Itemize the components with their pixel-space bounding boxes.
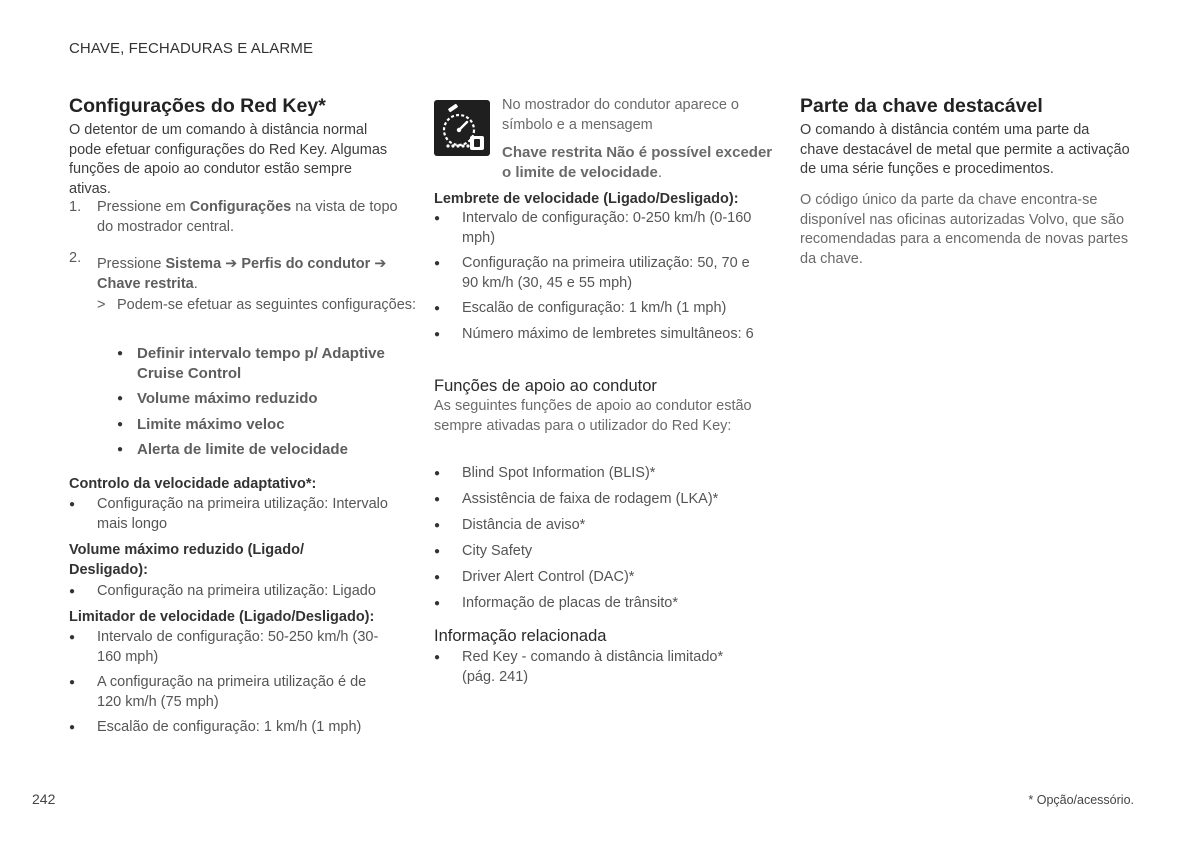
option-item: ● Alerta de limite de velocidade [117, 440, 407, 460]
volume-list [69, 582, 401, 602]
limiter-list [69, 628, 389, 738]
subheading-driver-support: Funções de apoio ao condutor [434, 377, 657, 395]
related-link[interactable]: ● Red Key - comando à distância limitado* (pág. 241) [434, 648, 744, 687]
paragraph-detachable-1: O comando à distância contém uma parte da chave destacável de metal que permite a activação de uma série funções e procedimentos. [800, 122, 1130, 177]
section-title-red-key: Configurações do Red Key* [69, 95, 326, 117]
subheading-speed-limiter: Limitador de velocidade (Ligado/Desligado): [69, 609, 375, 625]
list-item: ● Escalão de configuração: 1 km/h (1 mph) [69, 718, 389, 738]
running-header: CHAVE, FECHADURAS E ALARME [69, 40, 314, 57]
step-2: 2. Pressione Sistema ➔ Perfis do condutor ➔ Chave restrita. [69, 250, 387, 292]
paragraph-detachable-2: O código único da parte da chave encontra-se disponível nas oficinas autorizadas Volvo, que são recomendadas para a encomenda de novas partes da chave. [800, 192, 1129, 267]
related-list [434, 648, 744, 687]
section-title-detachable-key: Parte da chave destacável [800, 95, 1043, 117]
list-item: ● Driver Alert Control (DAC)* [434, 568, 769, 588]
option-list [117, 344, 407, 460]
list-item: ● Informação de placas de trânsito* [434, 594, 769, 614]
step-1: 1. Pressione em Configurações na vista de topo do mostrador central. [69, 199, 398, 235]
list-item: ● City Safety [434, 542, 769, 562]
arrow-icon: ➔ [374, 256, 387, 272]
reminder-list [434, 209, 769, 344]
acc-list [69, 495, 401, 534]
subheading-speed-reminder: Lembrete de velocidade (Ligado/Desligado): [434, 191, 739, 207]
list-item: ● Configuração na primeira utilização: Intervalo mais longo [69, 495, 401, 534]
subheading-related-info: Informação relacionada [434, 627, 607, 645]
icon-caption: No mostrador do condutor aparece o símbolo e a mensagem [502, 97, 739, 133]
page-number: 242 [32, 791, 56, 807]
footnote: * Opção/acessório. [1028, 793, 1134, 807]
option-item: ● Limite máximo veloc [117, 415, 407, 435]
list-item: ● Número máximo de lembretes simultâneos: 6 [434, 325, 769, 345]
list-item: ● Distância de aviso* [434, 516, 769, 536]
step-result: > Podem-se efetuar as seguintes configurações: [97, 296, 417, 316]
steps-list [69, 198, 399, 237]
subheading-acc: Controlo da velocidade adaptativo*: [69, 476, 317, 492]
support-intro: As seguintes funções de apoio ao condutor estão sempre ativadas para o utilizador do Red Key: [434, 398, 752, 434]
speed-limit-warning-icon [434, 100, 490, 156]
warning-message: Chave restrita Não é possível exceder o limite de velocidade. [502, 144, 773, 181]
steps-list-2 [69, 249, 404, 294]
list-item: ● Blind Spot Information (BLIS)* [434, 464, 769, 484]
result-marker: > [97, 297, 106, 313]
list-item: ● Intervalo de configuração: 50-250 km/h (30-160 mph) [69, 628, 389, 667]
step-number: 2. [69, 250, 82, 266]
list-item: ● Configuração na primeira utilização: Ligado [69, 582, 401, 602]
ui-label: Configurações [189, 199, 292, 215]
arrow-icon: ➔ [225, 256, 238, 272]
list-item: ● Escalão de configuração: 1 km/h (1 mph) [434, 299, 769, 319]
list-item: ● Assistência de faixa de rodagem (LKA)* [434, 490, 769, 510]
option-item: ● Definir intervalo tempo p/ Adaptive Cruise Control [117, 344, 407, 383]
list-item: ● Configuração na primeira utilização: 50, 70 e 90 km/h (30, 45 e 55 mph) [434, 254, 769, 293]
intro-paragraph: O detentor de um comando à distância normal pode efetuar configurações do Red Key. Algumas funções de apoio ao condutor estão sempre ativas. [69, 122, 388, 197]
support-list [434, 464, 769, 614]
list-item: ● Intervalo de configuração: 0-250 km/h (0-160 mph) [434, 209, 769, 248]
option-item: ● Volume máximo reduzido [117, 389, 407, 409]
step-number: 1. [69, 199, 82, 215]
subheading-volume: Volume máximo reduzido (Ligado/ Desligado): [69, 542, 304, 578]
list-item: ● A configuração na primeira utilização é de 120 km/h (75 mph) [69, 673, 389, 712]
